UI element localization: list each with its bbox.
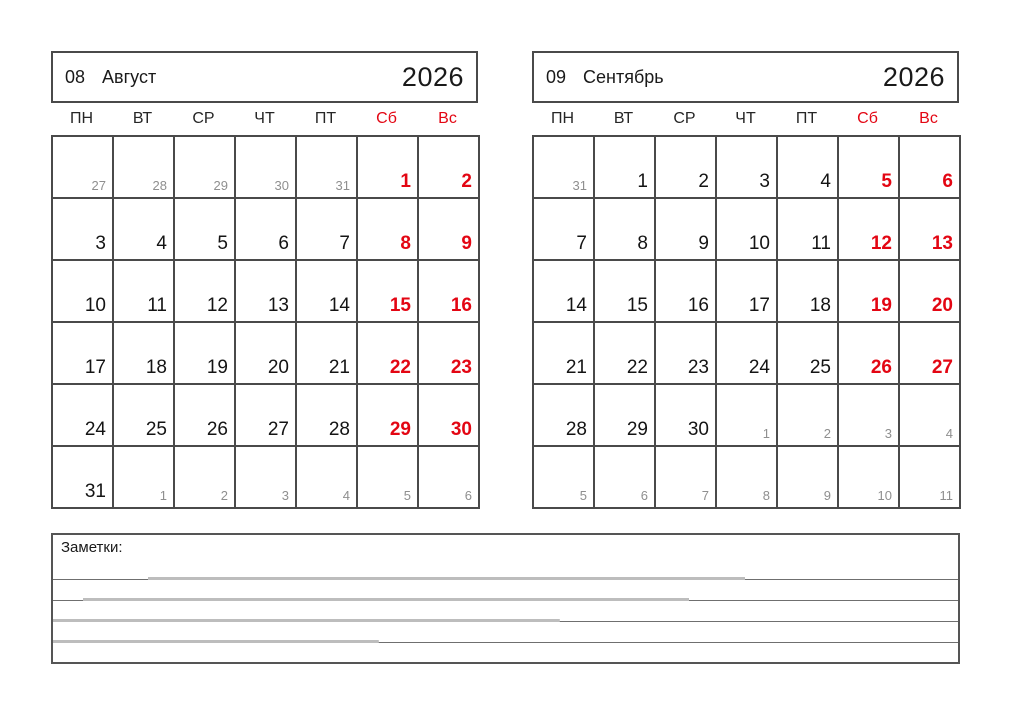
day-cell: 7: [655, 446, 716, 508]
day-cell: 2: [777, 384, 838, 446]
day-cell: 29: [174, 136, 235, 198]
day-cell: 11: [777, 198, 838, 260]
week-row: [533, 260, 960, 322]
weekday-label: ПТ: [314, 110, 337, 127]
month-number: 08: [65, 66, 86, 87]
day-cell: 19: [838, 260, 899, 322]
day-cell: 14: [296, 260, 357, 322]
notes-row: [53, 578, 958, 599]
weekday-row: [51, 103, 478, 135]
day-cell: 27: [235, 384, 296, 446]
day-cell: 1: [716, 384, 777, 446]
day-cell: 30: [655, 384, 716, 446]
week-row: [533, 322, 960, 384]
day-cell: 12: [838, 198, 899, 260]
day-cell: 2: [655, 136, 716, 198]
day-cell: 30: [418, 384, 479, 446]
day-cell: 6: [594, 446, 655, 508]
day-cell: 31: [296, 136, 357, 198]
day-cell: 5: [838, 136, 899, 198]
month-grid: [532, 135, 961, 509]
day-cell: 26: [174, 384, 235, 446]
day-cell: 14: [533, 260, 594, 322]
day-cell: 4: [113, 198, 174, 260]
day-cell: 2: [418, 136, 479, 198]
calendar-august-header: [51, 51, 478, 103]
weekday-label: Сб: [857, 110, 878, 127]
day-cell: 1: [594, 136, 655, 198]
day-cell: 22: [594, 322, 655, 384]
day-cell: 30: [235, 136, 296, 198]
day-cell: 6: [418, 446, 479, 508]
day-cell: 27: [52, 136, 113, 198]
week-row: [533, 136, 960, 198]
weekday-label: ВТ: [613, 110, 634, 127]
day-cell: 12: [174, 260, 235, 322]
year-label: 2026: [401, 61, 464, 92]
day-cell: 28: [113, 136, 174, 198]
day-cell: 31: [533, 136, 594, 198]
day-cell: 13: [899, 198, 960, 260]
weekday-label: Сб: [376, 110, 397, 127]
day-cell: 28: [533, 384, 594, 446]
day-cell: 9: [418, 198, 479, 260]
day-cell: 8: [716, 446, 777, 508]
weekday-label: ПН: [550, 110, 575, 127]
month-grid: [51, 135, 480, 509]
day-cell: 31: [52, 446, 113, 508]
week-row: [533, 446, 960, 508]
day-cell: 3: [838, 384, 899, 446]
day-cell: 5: [357, 446, 418, 508]
weekday-label: ЧТ: [735, 110, 756, 127]
day-cell: 1: [357, 136, 418, 198]
day-cell: 21: [533, 322, 594, 384]
weekday-label: СР: [192, 110, 215, 127]
notes-row: [53, 599, 958, 620]
day-cell: 10: [52, 260, 113, 322]
day-cell: 15: [594, 260, 655, 322]
day-cell: 16: [418, 260, 479, 322]
day-cell: 23: [418, 322, 479, 384]
day-cell: 24: [52, 384, 113, 446]
weekday-label: ПН: [69, 110, 94, 127]
week-row: [533, 384, 960, 446]
day-cell: 3: [235, 446, 296, 508]
day-cell: 25: [113, 384, 174, 446]
notes-row: [53, 620, 958, 641]
weekday-label: Вс: [438, 110, 457, 127]
weekday-label: ВТ: [132, 110, 153, 127]
day-cell: 7: [296, 198, 357, 260]
week-row: [52, 322, 479, 384]
day-cell: 7: [533, 198, 594, 260]
day-cell: 29: [357, 384, 418, 446]
day-cell: 1: [113, 446, 174, 508]
day-cell: 20: [235, 322, 296, 384]
weekday-label: ЧТ: [254, 110, 275, 127]
day-cell: 19: [174, 322, 235, 384]
day-cell: 6: [235, 198, 296, 260]
weekday-label: СР: [673, 110, 696, 127]
calendar-september: [532, 51, 959, 509]
day-cell: 13: [235, 260, 296, 322]
month-name: Август: [102, 66, 157, 87]
day-cell: 10: [716, 198, 777, 260]
day-cell: 8: [594, 198, 655, 260]
day-cell: 9: [655, 198, 716, 260]
day-cell: 17: [716, 260, 777, 322]
day-cell: 3: [716, 136, 777, 198]
calendar-august: [51, 51, 478, 509]
day-cell: 15: [357, 260, 418, 322]
calendar-september-header: [532, 51, 959, 103]
week-row: [52, 136, 479, 198]
weekday-row: [532, 103, 959, 135]
day-cell: 8: [357, 198, 418, 260]
day-cell: 17: [52, 322, 113, 384]
day-cell: 11: [113, 260, 174, 322]
day-cell: 25: [777, 322, 838, 384]
notes-row: [53, 641, 958, 662]
week-row: [52, 384, 479, 446]
day-cell: 4: [899, 384, 960, 446]
day-cell: 29: [594, 384, 655, 446]
year-label: 2026: [882, 61, 945, 92]
day-cell: 23: [655, 322, 716, 384]
day-cell: 26: [838, 322, 899, 384]
day-cell: 22: [357, 322, 418, 384]
day-cell: 27: [899, 322, 960, 384]
day-cell: 2: [174, 446, 235, 508]
week-row: [52, 260, 479, 322]
day-cell: 4: [296, 446, 357, 508]
day-cell: 21: [296, 322, 357, 384]
week-row: [52, 446, 479, 508]
day-cell: 10: [838, 446, 899, 508]
day-cell: 5: [533, 446, 594, 508]
day-cell: 18: [113, 322, 174, 384]
notes-box: [51, 533, 960, 664]
day-cell: 5: [174, 198, 235, 260]
month-number: 09: [546, 66, 567, 87]
day-cell: 3: [52, 198, 113, 260]
day-cell: 4: [777, 136, 838, 198]
day-cell: 20: [899, 260, 960, 322]
weekday-label: ПТ: [795, 110, 818, 127]
day-cell: 11: [899, 446, 960, 508]
notes-label: Заметки:: [61, 539, 123, 556]
day-cell: 9: [777, 446, 838, 508]
day-cell: 16: [655, 260, 716, 322]
month-name: Сентябрь: [583, 66, 664, 87]
day-cell: 18: [777, 260, 838, 322]
notes-row: [53, 535, 958, 578]
week-row: [52, 198, 479, 260]
weekday-label: Вс: [919, 110, 938, 127]
week-row: [533, 198, 960, 260]
day-cell: 28: [296, 384, 357, 446]
day-cell: 24: [716, 322, 777, 384]
day-cell: 6: [899, 136, 960, 198]
